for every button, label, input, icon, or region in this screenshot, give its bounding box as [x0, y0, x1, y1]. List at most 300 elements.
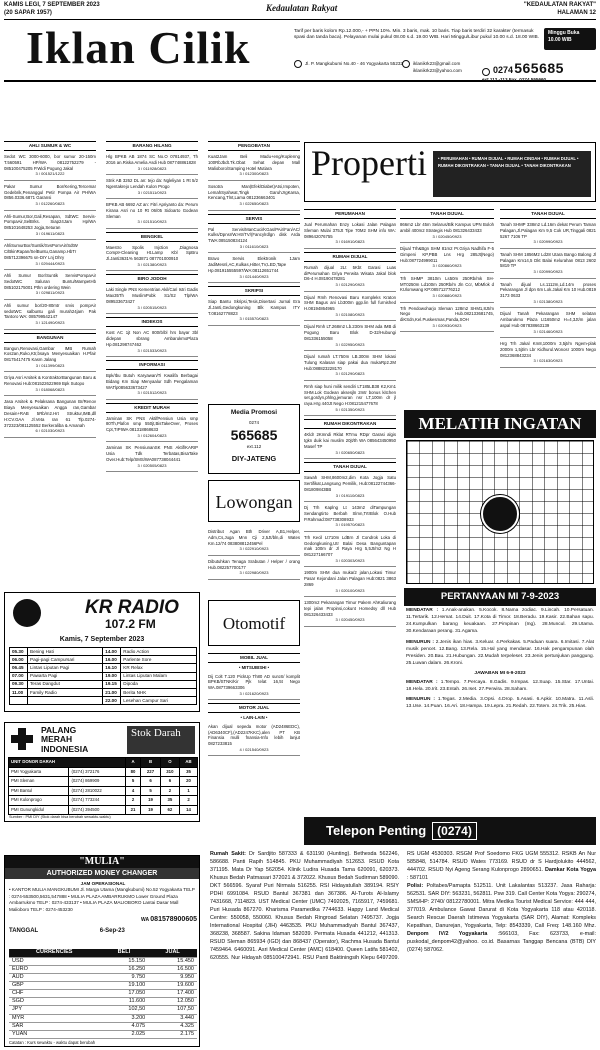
classified-ad: [304, 262, 396, 292]
ad-text: Rumah dijual 2Lt 5Kbt Garasi Luas diPerumahan Griya Perwita Wisata Jakal blok D6-4 H.08190478281: [304, 264, 396, 282]
classified-ad: [4, 151, 96, 181]
rs-label: Rumah Sakit:: [210, 851, 246, 857]
ad-text: Dij Colt T.120 PickUp Th80 AD suroS/ komplit BPKB/STNK/Kir Pjk telat 16,5t Nego WA.087739663306: [208, 673, 300, 691]
ad-code: 3 / 021630/0923: [533, 358, 563, 364]
schedule-program: [28, 697, 103, 705]
promo-title: Media Promosi: [230, 409, 278, 416]
ad-code: 3 / 011399/0823: [35, 363, 65, 369]
schedule-program: Family Radio: [28, 688, 103, 696]
currency-name: SGD: [9, 998, 99, 1006]
ad-text: Dibutuhkan Tenaga Srabutan / Helper / orang Hub.082257700177: [208, 558, 300, 570]
classified-ad: [4, 270, 96, 300]
pmi-cell-a: 80: [125, 767, 141, 777]
section-header: BANGUNAN: [4, 333, 96, 343]
pmi-cell-ab: 14: [180, 805, 198, 815]
ad-code: 3 / 019110/0823: [335, 492, 365, 498]
phone-icon: [482, 68, 490, 76]
ad-text: Jasa Arsitek & Pelaksana Bangunan Br/Renov Biaya Menyesuaikan Angga ran,Gambar Desain+RAB 5Rb/m2.Hrt Struktur,IMB,dll H:CV.GAA Jl.Veta ran 61 Tlp.0274-372323/081125552 Berkeraliba & Amanah: [4, 399, 96, 428]
pmi-name-3: INDONESIA: [41, 743, 89, 754]
section-header: MOBIL JUAL: [208, 653, 300, 663]
schedule-program: Parlente Sore: [121, 656, 197, 664]
schedule-program: Radio Action: [121, 648, 197, 656]
phone-ext: ext.112 -113 Fax. 0274 555660: [482, 77, 547, 83]
classified-ad: [4, 396, 96, 437]
kr-radio-date: Kamis, 7 September 2023: [59, 636, 145, 643]
kr-radio-frequency: 107.2 FM: [105, 617, 156, 631]
ad-text: Trh SHMP 3810m Ls50m 250Rb/mk SH-MT0250m Ld100m 250Rb/m Jln Ccr, MbMlok d KUlomwang KP:085712776212: [400, 275, 494, 293]
ad-text: Dijual Tanah Pekarangan SHM selatan Ambarukmo Plaza Lt1650m2 H=4,3Jt/m jalan aspal Hub 087838663139: [500, 311, 596, 328]
ads-list: [208, 721, 300, 757]
section-header: PENGOBATAN: [208, 141, 300, 151]
banner-tarif: Tarif per baris kolom Rp.12.000,- + PPN 10%. Min. 3 baris, mak. 10 baris. Tiap baris terdiri 32 karakter (termasuk spasi dan tanda baca). Pelayanan mulai pukul 08.00 s.d. 19.00 WIB. Hari Minggu/Libur pukul 10.00 s.d. 18.00 WIB.: [294, 29, 540, 41]
ad-code: 3 / 029811/0923: [35, 290, 65, 296]
ad-text: Dijual Rmh LT.268m2 Lb.230m SHM ada IMB di Pogung Baru Blok D-32/Hubungi 081336155058: [304, 324, 396, 341]
polisi-label: Polisi:: [407, 883, 424, 889]
ad-text: Kost AC 1jt Non AC 800rb/bl hrs bayar 3bl didepan sbrang AmbarukmoPlaza Hp.081298747462: [106, 330, 198, 347]
sell-rate: 107,50: [148, 1006, 197, 1014]
schedule-row: [10, 656, 197, 664]
date-label: TANGGAL: [9, 927, 39, 934]
pmi-cell-o: 310: [160, 767, 179, 777]
ad-code: 3 / 021460/0923: [533, 328, 563, 334]
schedule-time: 06.00: [10, 656, 28, 664]
ad-code: 3 / 001521/1222: [35, 171, 65, 177]
ads-list: [304, 472, 396, 627]
currency-name: YUAN: [9, 1030, 99, 1038]
mulia-hours: JAM OPERASIONAL: [80, 881, 126, 886]
ad-code: 3 / 021511/0923: [137, 189, 167, 195]
ads-list: [106, 242, 198, 272]
rate-row: [9, 1014, 197, 1022]
page-header: [4, 0, 596, 20]
schedule-time: 07.00: [10, 672, 28, 680]
classified-ad: [208, 671, 300, 701]
ad-code: 3 / 029444/0923: [35, 260, 65, 266]
ad-text: Dijual Rmh Renovasi Baru Kompleks Kraton SHM Bagus ani Lb300m ggp.lin full furnished H.08194864965: [304, 294, 396, 312]
pmi-cell-tel: (0274) 773244: [69, 796, 125, 806]
promo-ext: ext.112: [246, 444, 262, 450]
pmi-cell-o: 62: [160, 805, 179, 815]
pmi-cell-o: 2: [160, 786, 179, 796]
ad-text: Hlg BPKB AB 1874 SC No.O 07814937, Th 2016 an.Riska Amelia Asdi Hub 087748861828: [106, 153, 198, 165]
ads-list: [208, 151, 300, 211]
ad-text: Bangun,Renovasi,Gambar IMB Rumah Kos2an,Ruko,Ktr,bsaya Menyesuaikan H.Pfair 08175417475 Kasm Jalang: [4, 345, 96, 363]
ad-code: 3 / 015570/0823: [239, 316, 269, 322]
rate-row: [9, 1006, 197, 1014]
schedule-program: Berita NHK: [121, 688, 197, 696]
ad-code: 3 / 020860/0923: [432, 263, 462, 269]
buy-rate: 16.250: [99, 965, 148, 973]
ad-code: 3 / 021512/0923: [137, 390, 167, 396]
kr-radio-logo-icon: [13, 599, 41, 627]
ad-text: Ahli Sumur Bor/Suntik ServisPompaAir SedotWC Saluran Buntu/MampetHb 085102175001 Pthn ordering Wein: [4, 273, 96, 290]
pmi-cell-unit: PMI Kulonprogo: [9, 796, 69, 806]
ad-code: 6 / 021030/0923: [35, 428, 65, 434]
ad-code: 3 / 021290/0923: [335, 282, 365, 288]
section-header: RUMAH DIKONTRAKAN: [304, 419, 396, 429]
ad-code: 3 / 021440/0923: [239, 273, 269, 279]
ad-code: 3 / 020880/0923: [432, 293, 462, 299]
classified-ad: [500, 249, 596, 279]
column-5: [400, 206, 494, 332]
menurun-clues: 2.Jenis ikan hias. 3.Keluar. 4.Perkakas. 5.Paduan suara. 6.Imitasi. 7.Alat musik pencet. 12.Bang. 13.Rela. 15.Hal yang mendasar. 16.Hak pengampunan olah Presiden. 20.Bau. 21.Hubungan. 22.Mudah terpeleset. 23.Jenis pertunjukan panggung. 25.Luwan dalam. 26.Kroni.: [406, 639, 595, 666]
classified-ad: [304, 429, 396, 459]
mendatar-clues: 1.Anak-anakan. 5.Kocok. 8.Nama zodiac. 9.Lincah. 10.Persatuan. 11.Tertarik. 12.Hemat. 14.Duit. 17.Kota di Timor. 18.Beradu. 19.Kasir. 22.Bahan sapu. 24.Kumpulkan barang keuakaan. 27.Pimpinan (Ing). 28.Muncul. 29.Utama. 30.Kendaraan perang. 31.Agama.: [406, 608, 595, 634]
ad-code: 3 / 022950/0923: [335, 341, 365, 347]
sell-rate: 16.500: [148, 965, 197, 973]
currency-name: USD: [9, 957, 99, 965]
header-jawa-date: (20 SAPAR 1957): [4, 9, 52, 16]
classified-ad: [400, 303, 494, 333]
section-header: SERVIS: [208, 214, 300, 224]
kr-logo-icon: [481, 495, 519, 533]
classified-ad: [400, 273, 494, 303]
schedule-row: [10, 688, 197, 696]
sell-rate: 9.950: [148, 973, 197, 981]
classified-ad: [304, 351, 396, 381]
rate-row: [9, 982, 197, 990]
schedule-program: Bening Hati: [28, 648, 103, 656]
pmi-cell-a: 5: [125, 777, 141, 787]
ad-text: Maestro Spolis Injction ,Diagnosa Compt+Cleaning Ht.Lamp Kbl SpBru Jl.Janti3631% 563871 087701000910: [106, 244, 198, 262]
classified-ad: [4, 343, 96, 373]
buy-rate: 3.200: [99, 1014, 148, 1022]
ads-list: [106, 151, 198, 229]
red-cross-icon: [11, 728, 33, 750]
pmi-cell-a: 2: [125, 796, 141, 806]
banner-title: Iklan Cilik: [26, 22, 251, 73]
section-header: INFORMASI: [106, 360, 198, 370]
lowongan-heading: Lowongan: [208, 480, 300, 522]
ads-list: [4, 151, 96, 330]
classified-ad: [106, 327, 198, 357]
schedule-time: [10, 697, 28, 705]
mulia-tagline: AUTHORIZED MONEY CHANGER: [5, 868, 199, 879]
location-icon: [294, 60, 302, 68]
pmi-note: Sumber : PMI DIY (Stok darah bisa berubah sewaktu-waktu): [9, 815, 111, 820]
buy-rate: 19.100: [99, 982, 148, 990]
ad-code: 3 / 020303/0923: [335, 557, 365, 563]
schedule-program: Lintas Liputan Pagi: [28, 664, 103, 672]
menurun-label: MENURUN :: [406, 639, 434, 645]
section-header: AHLI SUMUR & WC: [4, 141, 96, 151]
banner-phone: [482, 59, 564, 83]
promo-phone: 565685: [230, 427, 278, 444]
properti-tags: • PERUMAHAN • RUMAH DIJUAL • RUMAH CINDAH • RUMAH DIJUAL • RUMAH DIKONTRAKAN • TANAH DIJUAL • TANAH DIKONTRAKAN: [433, 151, 591, 197]
ad-text: Jual Perumahan Enzy Lokasi Jalan Palagan Sleman Mulai 375Jt Tipe 70M2 SHM info WA: 089642076755: [304, 221, 396, 239]
kr-schedule-table: [9, 647, 197, 705]
ad-code: 3 / 022650/0823: [239, 201, 269, 207]
rate-row: [9, 973, 197, 981]
header-right: [524, 2, 596, 18]
media-promosi-box: Media Promosi 0274 565685 ext.112 DIY-JATENG: [208, 404, 300, 474]
rate-row: [9, 990, 197, 998]
ad-code: 3 / 019570/0823: [335, 522, 365, 528]
classified-ad: [106, 151, 198, 175]
pmi-header-cell: B: [141, 758, 160, 768]
classified-ad: [208, 151, 300, 181]
stok-darah-title: Stok Darah: [127, 726, 195, 754]
section-header: KREDIT MURAH: [106, 403, 198, 413]
mulia-info: [9, 881, 197, 935]
classified-ad: [208, 224, 300, 254]
mulia-brand: "MULIA": [5, 856, 199, 868]
classified-ad: [304, 292, 396, 322]
ad-text: AhliSumurBor/Suntik/SvsPomAir/SdtW C/BkinRapan/SelBuntu,Ganamp.HbTr 085712396675 sn-DIY Lnj Dhry: [4, 243, 78, 260]
ads-list: [106, 413, 198, 473]
phone-number: 565685: [514, 60, 564, 76]
ad-code: 3 / 020450/0923: [335, 617, 365, 623]
rate-row: [9, 998, 197, 1006]
ads-list: [208, 671, 300, 701]
classified-ad: [4, 240, 96, 270]
ad-text: Dj Trh Kaplng Lt 143m2 diTampungan Sendangtirto Berbah Slmn,TrtrBlok O.Hub P.Rahmad:087738308933: [304, 504, 396, 522]
ad-code: 3 / 020990/0923: [533, 239, 563, 245]
kr-radio-schedule: [4, 592, 200, 712]
classified-ad: [4, 211, 96, 241]
sell-rate: 17.400: [148, 990, 197, 998]
minggu-hours: 10.00 WIB: [548, 36, 572, 43]
pmi-header-row: [9, 758, 198, 768]
classified-ad: [500, 279, 596, 309]
pmi-cell-ab: 1: [180, 786, 198, 796]
mulia-rates-table: [9, 949, 197, 1039]
classified-ad: [500, 308, 596, 338]
header-date: [4, 2, 100, 18]
rs-list: Dr Sardjito 587333 & 631190 (Hunting). Bethesda 562246, 586688. Panti Rapih 514845. PKU Muhammadiyah 512653. RSUD Kota 371195. Mata Dr Yap 562054. Klinik Ludira Husada Tama 620091, 620373. Khusus Bedah Patmasari 372021 & 372022. Khusus Bedah Sudirman 589090. DKT 566596. Syaraf Puri Nirmala 516255. RSI Hidayatullah 389194. RSIY PDHI 6991084. RSUD Bantul 367381 dan 367386. Al-Turots Al-Islamy 7431668, 7114823. UST Medical Center (UMC) 7492025, 7165917, 7459681. Puri Husada 867270. Kharisma Paramedika 7744633. Happy Land Medical Centre: 550058, 550060. Khusus Bedah Ringroad Selatan 7495737. Jogja International Hospital (JIH) 4463535. PKU Muhammadiyah Bantul 367437, 368238, 368587. Sakina Idaman 582039. Permata Husada 441212, 441313. RSUD Sleman 865934 (IGD) dan 868437 (Operator), Rachma Husada Bantul 7459464. 6460091. Asri Medical Center (AMC) 618400. Queen Latifa 581402, 620555. Nur Hidayah 085100472941. RSU Panti Baktiningsih Klepu 6497209. RS UGM 4530303. RSGM Prof Soedomo FKG UGM 555312. RSKB An Nur 585848, 514784. RSUD Wates 773169. RSUD dr S Hardjolukito 444562, 444702. RSUD Nyi Ageng Serang Kulonprogo 2890651.: [210, 851, 596, 961]
pmi-row: [9, 786, 198, 796]
jawaban-mendatar-label: MENDATAR :: [406, 679, 438, 685]
classified-ad: [400, 243, 494, 273]
ad-text: 1900m SHM dua muka/2 jalan,Lokasi Timur Pasar Kejondani Jalan Palagan Hub:0821 3863 2869: [304, 570, 396, 587]
classified-ad: [208, 253, 300, 283]
ad-text: Kuat2Jam Beli Madu+eng/Koplenng 100RbJbdt.Tk.Obat Sehat depan Mall Malioboro/Samping Hotel Mutiara: [208, 153, 300, 171]
pmi-cell-ab: 2: [180, 796, 198, 806]
classified-ad: [208, 181, 300, 211]
ad-code: 3 / 012604/0823: [137, 433, 167, 439]
pmi-stock-table: [8, 757, 198, 815]
rates-header-cell: JUAL: [148, 949, 197, 957]
section-header: BENGKEL: [106, 232, 198, 242]
column-3: [208, 138, 300, 326]
ad-code: 3 / 011928/0823: [137, 165, 167, 171]
pmi-row: [9, 777, 198, 787]
mulia-note: Catatan : Kurs sewaktu - waktu dapat berubah: [9, 1039, 96, 1045]
ad-text: Ahli sumur bor/20-80mtr srvis pompAir sedotWC salbuntu gali murah24jam Pak Tantoro WA: 085799542147: [4, 302, 96, 320]
schedule-program: KR Relax: [121, 664, 197, 672]
ad-text: Jaminan SK PensiunanSK PNS Aktif/KARIP Usia Tdk Terbatas,BisaTake Over.Hub:Telp/SMS/WA087738044441: [106, 445, 198, 463]
sell-rate: 15.450: [148, 957, 197, 965]
ad-text: Stnk AB 3262 DL an: tejo da: Ngleliyan 1 Rt 5/2 Ngentakrejo Lendah Kulon Progo: [106, 177, 198, 189]
crossword-question-title: PERTANYAAN MI 7-9-2023: [404, 588, 596, 606]
polisi-list: Poltabes/Pamapta 512511. Unit Lakalantas 513237. Jasa Raharja: 562531. SAR DIY: 563231, 562811. Psw 319. Call Center Kota Yogya: 290274, SMS/HP: 2740/ 08122780001. Mitra Medika Tourist Medical Service: 444 444, 377019. Ambulance Gawat Darurat di Kota Yogyakarta 118 atau 420118. Search Rescue Daerah Istimewa Yogyakarta (SAR DIY), Alamat: Kompleks Kepatihan, Danurejan, Yogyakarta, Telp: 8543339, Call Freq: 148.160 Mhz.: [407, 883, 596, 929]
header-paper-name: "KEDAULATAN RAKYAT": [523, 2, 596, 8]
section-header: PERUMAHAN: [304, 209, 396, 219]
classified-ad: [304, 219, 396, 249]
classified-ad: [304, 502, 396, 532]
currency-name: AUD: [9, 973, 99, 981]
crossword-grid: [406, 440, 594, 584]
pmi-header-cell: UNIT DONOR DARAH: [9, 758, 126, 768]
buy-rate: 4.075: [99, 1022, 148, 1030]
pmi-cell-tel: (0274) 372176: [69, 767, 125, 777]
schedule-program: Lesehan Campur Sari: [121, 697, 197, 705]
ad-text: BPKB AB 6692 AZ an: Fitri Apriyanto da: Perum Kirana Asri no 10 Rt 06/05 Sidoarto Godean Sleman: [106, 201, 198, 219]
pmi-header-cell: AB: [180, 758, 198, 768]
ad-code: 3 / 021080/0923: [335, 311, 365, 317]
ad-text: Pakar Sumur Bor/Kering,Tercemar Gedebrik,Penanggul Petir Pompa Air PH/WA 0856.0336.6871 Garansi: [4, 183, 96, 201]
ad-code: 3 / 020450/0923: [432, 233, 462, 239]
classified-ad: [208, 296, 300, 326]
sell-rate: 4.325: [148, 1022, 197, 1030]
ad-code: 3 / 021510/0923: [137, 219, 167, 225]
pmi-cell-o: 35: [160, 796, 179, 806]
schedule-time: 09.30: [10, 680, 28, 688]
denpom-list: :566103, Fax: 623733, e-mail: puskodal_denpom42@yahoo. co.id. Basarnas Tanggap Bencana (BTB) DIY (0274) 587062.: [407, 931, 596, 953]
classified-ad: [208, 556, 300, 580]
classified-ad: [208, 526, 300, 556]
ad-text: Pal Servis/ManCuci/KGas/PAir/Fan/AC/ Kulks/Dpnsr/W.Htr/TV/(Fancylrdlgn disk Arda TWA:085150834124: [208, 226, 300, 244]
buy-rate: 9.750: [99, 973, 148, 981]
rate-row: [9, 1030, 197, 1038]
pmi-cell-o: 6: [160, 777, 179, 787]
ad-code: 3 / 020100/0923: [335, 587, 365, 593]
section-header: INDEKOS: [106, 317, 198, 327]
pmi-cell-unit: PMI Gunungkidul: [9, 805, 69, 815]
ad-code: 3 / 018068/0823: [35, 387, 65, 392]
ad-code: 3 / 020515/0923: [137, 304, 167, 310]
otomotif-heading: Otomotif: [208, 600, 300, 646]
ad-text: Rmh siap huni milik sendiri LT185LB38 K2,Km1 SHM.Lok Godean aksesjln 2mtr bonus kitchen set,gordyn,phlng,jemuran nsr LT,100m dr jl raya.Hrg 440Jt Nego H:081215477678: [304, 383, 396, 407]
ad-code: 3 / 012260/0823: [35, 201, 65, 207]
ad-code: 3 / 021380/0923: [533, 298, 563, 304]
telepon-penting-body: [210, 850, 596, 1046]
classified-ad: [106, 370, 198, 400]
schedule-row: [10, 697, 197, 705]
ad-text: Laki Single PNS Kementrian Akil/Cari Istri Gadis Max35Th MuslimPobk S1/S2 Tlp/WA 089533673427: [106, 287, 198, 305]
mendatar-label: MENDATAR :: [406, 608, 439, 613]
currency-name: MYR: [9, 1014, 99, 1022]
schedule-program: Pagi-pagi Campursari: [28, 656, 103, 664]
ads-list: [208, 526, 300, 580]
ad-text: Tanah SHM 1856M2 Ld28 Utara Bango Balong Jl Palagan Km14,5 Dkt Balai Kelurahan 0813 2602 5819 TP: [500, 251, 596, 269]
section-header: BARANG HILANG: [106, 141, 198, 151]
column-6: [500, 206, 596, 368]
ad-code: 3 / 021290/0823: [335, 371, 365, 377]
currency-name: EURO: [9, 965, 99, 973]
classified-ad: [500, 338, 596, 368]
column-1: [4, 138, 96, 438]
ad-text: 1300m2 Pekarangan Timur Pakem AhKaliurang tepi jalan Propinsi,cokunt Homedsy dll Hub 081326433433: [304, 600, 396, 617]
schedule-program: Dipoda: [121, 680, 197, 688]
phone-prefix: 0274: [493, 65, 514, 75]
ad-text: Hrg Trh Jakal Km8,1000m 3,5jt/m Ngem-plak 2000m 1,5jt/m Lbr Kidhurul.Wonosr 1000m Nego 0812368843234: [500, 341, 596, 358]
schedule-program: Pawarta Pagi: [28, 672, 103, 680]
currency-name: SAR: [9, 1022, 99, 1030]
header-date-line: KAMIS LEGI, 7 SEPTEMBER 2023: [4, 2, 100, 8]
schedule-program: Lintas Liputan Malam: [121, 672, 197, 680]
mulia-date: [9, 927, 197, 935]
ad-text: Bravo Servis Elektronik 1Jam JadiMesnl,AC,Kulkas,Hitter,TV,LED,Tape Hp.081915555597/WA:08112651744: [208, 256, 300, 273]
pmi-cell-b: 19: [141, 805, 160, 815]
mulia-wa-number: 081578900605: [150, 916, 197, 924]
email-1: iklanikrk23@gmail.com: [413, 61, 461, 67]
banner-email: [402, 60, 462, 74]
pmi-row: [9, 805, 198, 815]
column-2: [106, 138, 198, 472]
ad-code: 3 / 021380/0923: [137, 262, 167, 268]
currency-name: JPY: [9, 1006, 99, 1014]
classified-ad: [304, 597, 396, 627]
pmi-cell-b: 227: [141, 767, 160, 777]
rates-header-cell: BELI: [99, 949, 148, 957]
classified-ad: [304, 567, 396, 597]
mulia-whatsapp: WA 081578900605: [141, 916, 197, 924]
sell-rate: 3.440: [148, 1014, 197, 1022]
classified-ad: [106, 242, 198, 272]
pmi-row: [9, 767, 198, 777]
ad-code: 3 / 020650/0823: [335, 449, 365, 455]
iklan-cilik-banner: [4, 22, 596, 82]
ads-list: [106, 327, 198, 357]
banner-minggu-badge: [544, 28, 596, 50]
schedule-time: 16.00: [103, 656, 121, 664]
classified-ad: [304, 472, 396, 502]
schedule-row: [10, 672, 197, 680]
ad-code: 4 / 021540/0923: [239, 747, 269, 753]
schedule-program: Teras Dangdut: [28, 680, 103, 688]
pmi-name-1: PALANG: [41, 725, 77, 735]
classified-ad: [304, 321, 396, 351]
buy-rate: 17.050: [99, 990, 148, 998]
ads-list: [304, 429, 396, 459]
pmi-cell-tel: (0274) 2810022: [69, 786, 125, 796]
damkar-number: : 587101: [407, 875, 428, 881]
ads-list: [400, 219, 494, 332]
classified-ad: [4, 372, 96, 396]
ad-code: 3 / 020990/0923: [533, 269, 563, 275]
section-header: TANAH DIJUAL: [400, 209, 494, 219]
pmi-header-cell: O: [160, 758, 179, 768]
pmi-cell-b: 5: [141, 786, 160, 796]
promo-tag: DIY-JATENG: [231, 454, 277, 464]
ads-list: [106, 370, 198, 400]
buy-rate: 102,50: [99, 1006, 148, 1014]
ad-text: Akan dijual sepeda motor (AD2486EDC), (AD6340CF),(AD2247KKC),alen PT KB Finansia mulli fnansia-Info lebih lanjut 0827233815: [208, 723, 300, 747]
classified-ad: [4, 181, 96, 211]
rates-header-row: [9, 949, 197, 957]
pmi-cell-unit: PMI Sleman: [9, 777, 69, 787]
ad-text: Trh Kecil Lt710m LdBrn Jl Condrok Loka di Gedongkuning,Utr Balai Desa Banguntapan mak 100m dr Jl Raya Hrg 5,5Jt/m2 Ng H 081227166707: [304, 534, 396, 558]
crossword-title: MELATIH INGATAN: [404, 410, 596, 438]
ad-code: 3 / 021620/0923: [239, 690, 269, 696]
ads-list: [500, 219, 596, 368]
pmi-cell-tel: (0274) 869909: [69, 777, 125, 787]
pmi-cell-b: 6: [141, 777, 160, 787]
section-header: TANAH DIJUAL: [304, 462, 396, 472]
rate-row: [9, 965, 197, 973]
sell-rate: 2.175: [148, 1030, 197, 1038]
pmi-header-cell: A: [125, 758, 141, 768]
properti-title: Properti: [311, 143, 427, 183]
schedule-row: [10, 680, 197, 688]
classified-ad: [208, 721, 300, 757]
ad-code: 3 / 011610/0823: [239, 243, 269, 249]
date-value: 6-Sep-23: [99, 927, 125, 934]
pmi-cell-unit: PMI Bantul: [9, 786, 69, 796]
masthead-logo: Kedaulatan Rakyat: [266, 3, 338, 13]
section-header: RUMAH DIJUAL: [304, 252, 396, 262]
